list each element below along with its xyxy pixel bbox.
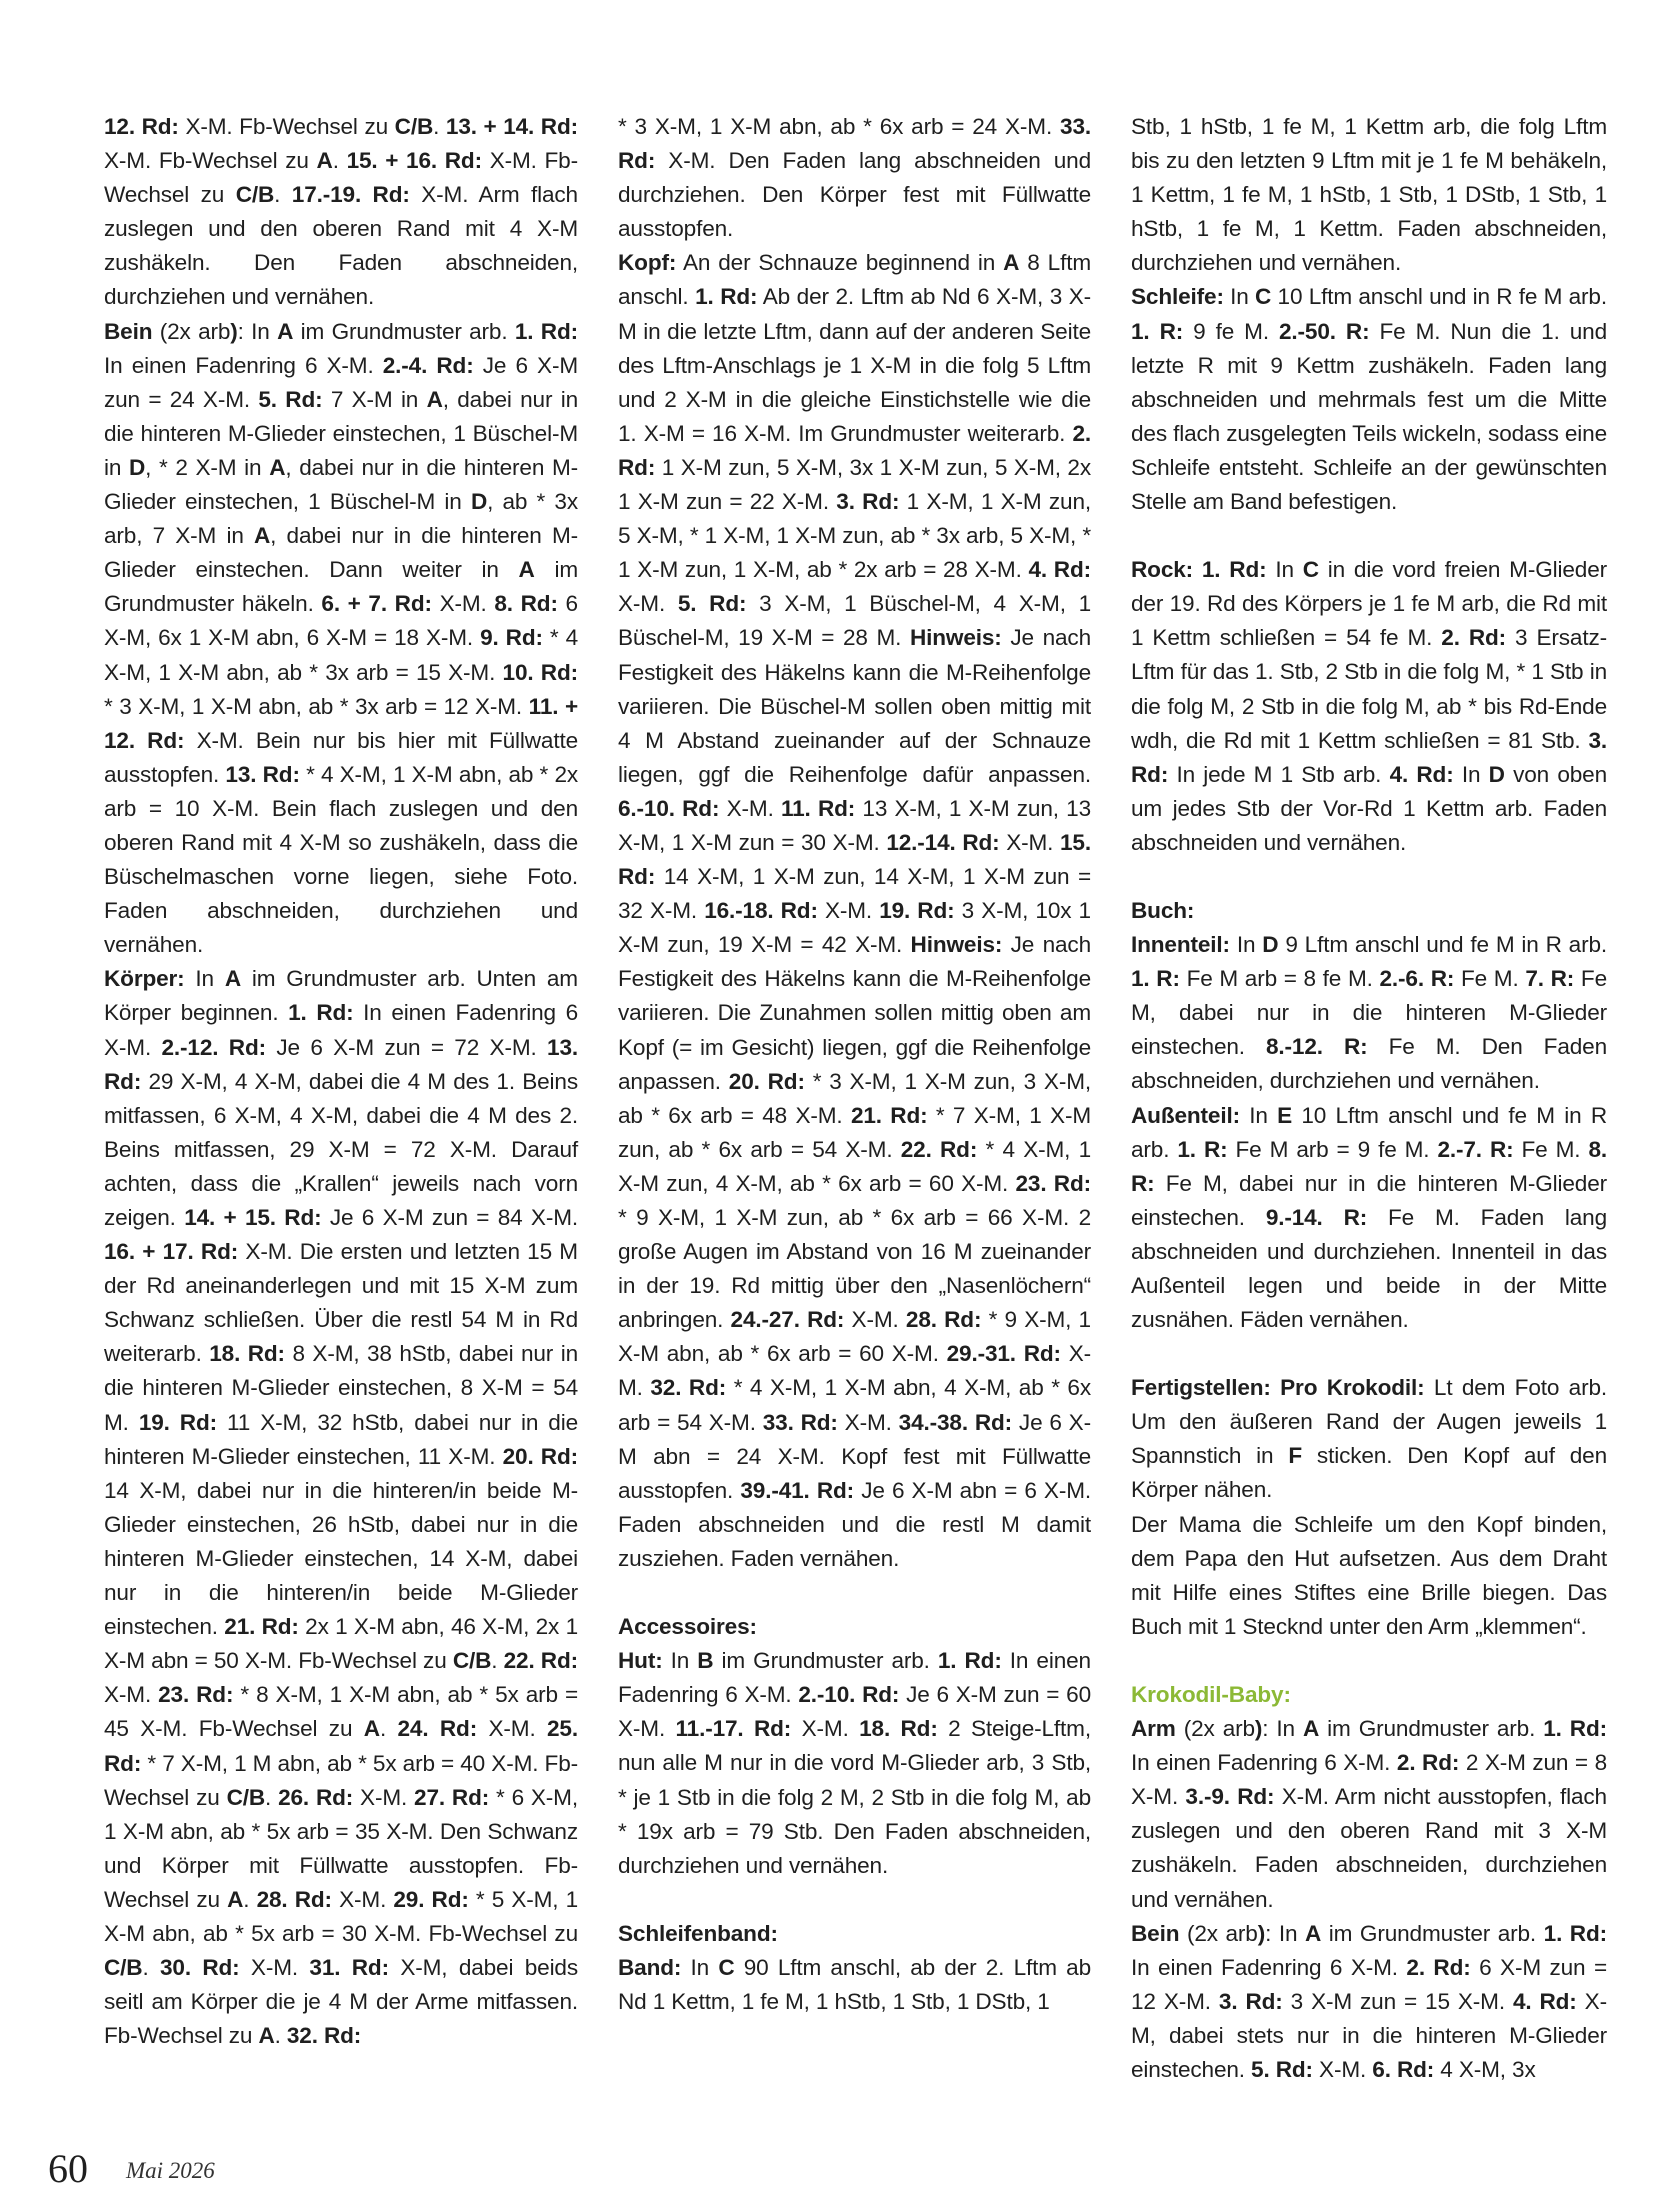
- text-run: 9 fe M.: [1183, 318, 1280, 344]
- bold-term: Körper:: [104, 966, 185, 992]
- text-run: .: [491, 1648, 504, 1674]
- bold-term: A: [277, 318, 294, 344]
- bold-term: 1. Rd:: [1543, 1920, 1607, 1946]
- bold-term: 2.-6. R:: [1379, 966, 1455, 992]
- text-run: Je nach Festigkeit des Häkelns kann die M-Reihenfolge variieren. Die Büschel-M sollen oben mittig mit 4 M Abstand zueinander auf der Schnauze liegen, ggf die Reihenfolge dafür anpassen.: [618, 625, 1091, 787]
- bold-term: F: [1288, 1443, 1303, 1469]
- text-run: 2 Steige-Lftm, nun alle M nur in die vord M-Glieder arb, 3 Stb, * je 1 Stb in die folg 2 M, 2 Stb in die folg M, ab * 19x arb = 79 Stb. Den Faden abschneiden, durchziehen und vernähen.: [618, 1716, 1091, 1878]
- text-column-right: [1131, 110, 1607, 2087]
- bold-term: 2. Rd:: [1406, 1954, 1471, 1980]
- paragraph: [1131, 280, 1607, 519]
- bold-term: 5. Rd:: [677, 591, 747, 617]
- text-run: 13 X-M, 1 X-M zun, 13 X-M, 1 X-M zun = 30 X-M.: [618, 795, 1091, 855]
- bold-term: 6. Rd:: [1372, 2056, 1435, 2082]
- bold-term: 2.-7. R:: [1437, 1136, 1514, 1162]
- bold-term: 4. Rd:: [1512, 1988, 1577, 2014]
- bold-term: 24.-27. Rd:: [730, 1307, 845, 1333]
- bold-term: 28. Rd:: [256, 1886, 332, 1912]
- bold-term: 4. Rd:: [1389, 761, 1454, 787]
- text-run: : In: [1265, 1920, 1305, 1946]
- text-run: 10 Lftm anschl und in R fe M arb.: [1271, 284, 1607, 310]
- bold-term: ): [230, 318, 238, 344]
- text-run: Fe M. Den Faden abschneiden, durchziehen und vernähen.: [1131, 1034, 1607, 1094]
- bold-term: 13. Rd:: [225, 761, 300, 787]
- bold-term: Arm: [1131, 1716, 1176, 1742]
- page-number: 60: [48, 2146, 88, 2191]
- text-column-left: [104, 110, 578, 2053]
- text-run: X-M.: [618, 591, 678, 617]
- text-run: , * 2 X-M in: [145, 454, 270, 480]
- bold-term: 19. Rd:: [879, 898, 955, 924]
- paragraph: [1131, 1508, 1607, 1644]
- bold-term: 16. + 17. Rd:: [104, 1239, 239, 1265]
- text-run: im Grundmuster arb.: [1319, 1716, 1544, 1742]
- text-run: X-M.: [431, 591, 495, 617]
- section-gap: [1131, 1337, 1607, 1371]
- bold-term: C: [1255, 284, 1272, 310]
- text-run: Je nach Festigkeit des Häkelns kann die M-Reihenfolge variieren. Die Zunahmen sollen mittig oben am Kopf (= im Gesicht) liegen, ggf die Reihenfolge anpassen.: [618, 932, 1091, 1094]
- text-run: .: [379, 1716, 398, 1742]
- bold-term: 28. Rd:: [905, 1307, 982, 1333]
- text-run: In: [1266, 557, 1303, 583]
- section-heading-green: Krokodil-Baby:: [1131, 1681, 1291, 1707]
- text-run: Je 6 X-M zun = 24 X-M.: [104, 352, 578, 412]
- bold-term: 29.-31. Rd:: [946, 1341, 1061, 1367]
- bold-term: 2.-10. Rd:: [798, 1682, 900, 1708]
- text-run: Fe M. Faden lang abschneiden und durchziehen. Innenteil in das Außenteil legen und beide in der Mitte zusnähen. Fäden vernähen.: [1131, 1204, 1607, 1333]
- text-run: X-M.: [999, 829, 1061, 855]
- text-run: Je 6 X-M abn = 24 X-M. Kopf fest mit Füllwatte ausstopfen.: [618, 1409, 1091, 1503]
- bold-term: 4. Rd:: [1028, 557, 1091, 583]
- text-run: X-M.: [844, 1307, 906, 1333]
- bold-term: 1. R:: [1131, 966, 1180, 992]
- section-gap: [618, 1576, 1091, 1610]
- bold-term: Hut:: [618, 1648, 663, 1674]
- text-run: X-M, dabei beids seitl am Körper die je 4 M der Arme mitfassen. Fb-Wechsel zu: [104, 1955, 578, 2049]
- bold-term: 2. Rd:: [1441, 625, 1507, 651]
- bold-term: A: [518, 557, 535, 583]
- text-run: An der Schnauze beginnend in: [676, 250, 1004, 276]
- bold-term: D: [1488, 761, 1505, 787]
- text-run: X-M.: [104, 1682, 159, 1708]
- text-run: .: [243, 1886, 257, 1912]
- text-run: X-M. Arm flach zuslegen und den oberen Rand mit 4 X-M zushäkeln. Den Faden abschneiden, durchziehen und vernähen.: [104, 182, 578, 310]
- bold-term: C: [718, 1954, 735, 1980]
- bold-term: 39.-41. Rd:: [740, 1477, 855, 1503]
- text-run: * 7 X-M, 1 M abn, ab * 5x arb = 40 X-M. Fb-Wechsel zu: [104, 1750, 578, 1810]
- text-run: X-M.: [719, 795, 781, 821]
- text-run: X-M. Fb-Wechsel zu: [104, 148, 317, 174]
- bold-term: A: [1003, 250, 1020, 276]
- text-run: 2x 1 X-M abn, 46 X-M, 2x 1 X-M abn = 50 X-M. Fb-Wechsel zu: [104, 1614, 578, 1674]
- bold-term: 1. Rd:: [937, 1648, 1002, 1674]
- bold-term: A: [1305, 1920, 1322, 1946]
- bold-term: 2. Rd:: [1396, 1750, 1460, 1776]
- bold-term: C/B: [394, 114, 434, 139]
- text-run: : In: [1262, 1716, 1303, 1742]
- bold-term: 24. Rd:: [397, 1716, 478, 1742]
- bold-term: 1. Rd:: [288, 1000, 354, 1026]
- bold-term: C/B: [235, 182, 275, 208]
- bold-term: 9. Rd:: [480, 625, 543, 651]
- bold-term: 8. R:: [1131, 1136, 1607, 1196]
- bold-term: Hinweis:: [909, 625, 1002, 651]
- bold-term: D: [470, 489, 488, 515]
- bold-term: Kopf:: [618, 250, 677, 276]
- bold-term: 15. + 16. Rd:: [346, 148, 482, 174]
- text-run: 8 Lftm anschl.: [618, 250, 1091, 310]
- text-run: * 4 X-M, 1 X-M abn, 4 X-M, ab * 6x arb = 54 X-M.: [618, 1375, 1091, 1435]
- bold-term: 7. R:: [1525, 966, 1575, 992]
- bold-term: 34.-38. Rd:: [898, 1409, 1013, 1435]
- text-run: * 7 X-M, 1 X-M zun, ab * 6x arb = 54 X-M.: [618, 1102, 1091, 1162]
- bold-term: D: [129, 454, 146, 480]
- bold-term: 15. Rd:: [618, 829, 1091, 890]
- text-run: , dabei nur in die hinteren M-Glieder einstechen. Dann weiter in: [104, 523, 579, 583]
- bold-term: 33. Rd:: [618, 114, 1091, 174]
- text-run: 1 X-M zun, 5 X-M, 3x 1 X-M zun, 5 X-M, 2x 1 X-M zun = 22 X-M.: [618, 454, 1091, 515]
- text-run: X-M.: [331, 1886, 394, 1912]
- bold-term: 14. + 15. Rd:: [184, 1205, 322, 1230]
- bold-term: A: [227, 1886, 244, 1912]
- text-run: .: [265, 1784, 279, 1810]
- text-run: Der Mama die Schleife um den Kopf binden, dem Papa den Hut aufsetzen. Aus dem Draht mit Hilfe eines Stiftes eine Brille biegen. Das Buch mit 1 Stecknd unter den Arm „klemmen“.: [1131, 1511, 1607, 1639]
- bold-term: 32. Rd:: [286, 2023, 362, 2049]
- bold-term: 13. + 14. Rd:: [445, 114, 578, 139]
- bold-term: 2. Rd:: [618, 420, 1091, 480]
- text-run: In: [184, 966, 225, 992]
- text-run: im Grundmuster arb.: [293, 318, 515, 344]
- bold-term: D: [1262, 932, 1279, 958]
- text-run: X-M. Die ersten und letzten 15 M der Rd aneinanderlegen und mit 15 X-M zum Schwanz schließen. Über die restl 54 M in Rd weiterarb.: [104, 1239, 578, 1367]
- text-run: X-M.: [791, 1716, 860, 1742]
- bold-term: 13. Rd:: [104, 1034, 578, 1094]
- text-run: In einen Fadenring 6 X-M.: [618, 1648, 1091, 1708]
- text-run: * 4 X-M, 1 X-M zun, 4 X-M, ab * 6x arb = 60 X-M.: [618, 1136, 1092, 1196]
- bold-term: C: [1302, 557, 1319, 583]
- bold-term: 20. Rd:: [502, 1443, 578, 1469]
- text-run: 90 Lftm anschl, ab der 2. Lftm ab Nd 1 Kettm, 1 fe M, 1 hStb, 1 Stb, 1 DStb, 1: [618, 1954, 1091, 2014]
- text-run: In einen Fadenring 6 X-M.: [1131, 1750, 1397, 1776]
- text-run: * 4 X-M, 1 X-M abn, ab * 3x arb = 15 X-M.: [104, 625, 578, 685]
- section-gap: [1131, 519, 1607, 553]
- text-run: In einen Fadenring 6 X-M.: [1131, 1954, 1407, 1980]
- text-run: [1193, 557, 1202, 582]
- bold-term: 9.-14. R:: [1265, 1204, 1368, 1230]
- text-run: Fe M arb = 9 fe M.: [1227, 1136, 1438, 1162]
- text-run: Je 6 X-M zun = 84 X-M.: [321, 1205, 578, 1230]
- paragraph: [104, 315, 578, 963]
- text-run: In: [681, 1954, 719, 1980]
- text-run: * 5 X-M, 1 X-M abn, ab * 5x arb = 30 X-M. Fb-Wechsel zu: [104, 1886, 579, 1946]
- bold-term: 1. Rd:: [1543, 1716, 1607, 1742]
- text-run: , ab * 3x arb, 7 X-M in: [104, 489, 578, 549]
- text-run: X-M.: [239, 1955, 310, 1981]
- text-run: * 6 X-M, 1 X-M abn, ab * 5x arb = 35 X-M. Den Schwanz und Körper mit Füllwatte ausstopfen. Fb-Wechsel zu: [104, 1784, 578, 1912]
- bold-term: Fertigstellen: Pro Krokodil:: [1131, 1375, 1425, 1401]
- text-run: .: [274, 182, 292, 208]
- bold-term: E: [1277, 1102, 1293, 1128]
- text-run: X-M.: [618, 1341, 1091, 1401]
- paragraph: [618, 1917, 1091, 1951]
- text-run: : In: [237, 318, 278, 344]
- bold-term: 22. Rd:: [503, 1648, 578, 1674]
- bold-term: 3.-9. Rd:: [1185, 1784, 1275, 1810]
- text-run: Fe M arb = 8 fe M.: [1179, 966, 1380, 992]
- paragraph: [618, 110, 1091, 246]
- bold-term: Bein: [1131, 1920, 1180, 1946]
- paragraph: [1131, 1712, 1607, 1917]
- text-run: X-M. Bein nur bis hier mit Füllwatte ausstopfen.: [104, 727, 579, 787]
- text-run: In: [1229, 932, 1263, 958]
- text-run: X-M.: [477, 1716, 548, 1742]
- text-run: , dabei nur in die hinteren M-Glieder einstechen, 1 Büschel-M in: [104, 386, 578, 480]
- text-run: 4 X-M, 3x: [1434, 2056, 1536, 2082]
- bold-term: 10. Rd:: [502, 659, 578, 685]
- text-run: * 9 X-M, 1 X-M abn, ab * 6x arb = 60 X-M.: [618, 1307, 1091, 1367]
- paragraph: [104, 962, 578, 2053]
- text-run: Ab der 2. Lftm ab Nd 6 X-M, 3 X-M in die letzte Lftm, dann auf der anderen Seite des Lftm-Anschlags je 1 X-M in die folg 5 Lftm und 2 X-M in die gleiche Einstichstelle wie die 1. X-M = 16 X-M. Im Grundmuster weiterarb.: [618, 284, 1091, 446]
- bold-term: 21. Rd:: [224, 1614, 299, 1640]
- bold-term: 3. Rd:: [1131, 727, 1607, 787]
- bold-term: 2.-50. R:: [1279, 318, 1370, 344]
- bold-term: 8.-12. R:: [1266, 1034, 1368, 1060]
- bold-term: Außenteil:: [1131, 1102, 1240, 1128]
- text-run: 3 X-M, 10x 1 X-M zun, 19 X-M = 42 X-M.: [618, 898, 1091, 958]
- bold-term: 25. Rd:: [104, 1716, 578, 1776]
- bold-term: 5. Rd:: [258, 386, 323, 412]
- bold-term: 1. Rd:: [695, 284, 758, 310]
- section-gap: [1131, 860, 1607, 894]
- text-run: in die vord freien M-Glieder der 19. Rd des Körpers je 1 fe M arb, die Rd mit 1 Kettm schließen = 54 fe M.: [1131, 557, 1607, 651]
- text-run: Fe M. Nun die 1. und letzte R mit 9 Kettm zushäkeln. Faden lang abschneiden und mehrmals fest um die Mitte des flach zusgelegten Teils wickeln, sodass eine Schleife entsteht. Schleife an der gewünschten Stelle am Band befestigen.: [1131, 318, 1608, 515]
- text-run: , dabei nur in die hinteren M-Glieder einstechen, 1 Büschel-M in: [104, 454, 578, 515]
- bold-term: 26. Rd:: [278, 1784, 354, 1810]
- text-run: * 3 X-M, 1 X-M abn, ab * 6x arb = 24 X-M.: [618, 114, 1061, 139]
- text-run: (2x arb: [1175, 1716, 1255, 1742]
- text-run: Lt dem Foto arb. Um den äußeren Rand der Augen jeweils 1 Spannstich in: [1131, 1375, 1607, 1469]
- bold-term: 33. Rd:: [762, 1409, 838, 1435]
- bold-term: Innenteil:: [1131, 932, 1230, 958]
- text-run: im Grundmuster arb.: [1321, 1920, 1544, 1946]
- bold-term: 31. Rd:: [309, 1955, 389, 1981]
- text-run: 2 X-M zun = 8 X-M.: [1131, 1750, 1607, 1810]
- text-run: 14 X-M, 1 X-M zun, 14 X-M, 1 X-M zun = 32 X-M.: [618, 864, 1091, 924]
- text-run: 11 X-M, 32 hStb, dabei nur in die hinteren M-Glieder einstechen, 11 X-M.: [104, 1409, 579, 1469]
- bold-term: 2.-4. Rd:: [382, 352, 474, 378]
- bold-term: Hinweis:: [910, 932, 1003, 958]
- bold-term: A: [258, 2023, 275, 2049]
- paragraph: [618, 246, 1091, 1576]
- paragraph: [1131, 928, 1607, 1098]
- bold-term: 2.-12. Rd:: [161, 1034, 266, 1060]
- text-run: * 9 X-M, 1 X-M zun, ab * 6x arb = 66 X-M. 2 große Augen im Abstand von 16 M zueinander in der 19. Rd mittig über den „Nasenlöchern“ anbringen.: [618, 1205, 1091, 1333]
- bold-term: C/B: [452, 1648, 492, 1674]
- section-gap: [1131, 1644, 1607, 1678]
- bold-term: 11.-17. Rd:: [675, 1716, 792, 1742]
- section-heading: Accessoires:: [618, 1614, 757, 1640]
- text-run: * 4 X-M, 1 X-M abn, ab * 2x arb = 10 X-M. Bein flach zuslegen und den oberen Rand mit 4 X-M so zushäkeln, dass die Büschelmaschen vorne liegen, siehe Foto. Faden abschneiden, durchziehen und vernähen.: [104, 761, 579, 958]
- text-run: * 8 X-M, 1 X-M abn, ab * 5x arb = 45 X-M. Fb-Wechsel zu: [104, 1682, 578, 1742]
- bold-term: 18. Rd:: [859, 1716, 938, 1742]
- bold-term: 11. + 12. Rd:: [104, 693, 578, 753]
- bold-term: 1. Rd:: [514, 318, 578, 344]
- text-run: X-M. Den Faden lang abschneiden und durchziehen. Den Körper fest mit Füllwatte ausstopfen.: [618, 148, 1091, 242]
- bold-term: B: [697, 1648, 714, 1674]
- text-run: im Grundmuster arb.: [713, 1648, 938, 1674]
- bold-term: Schleife:: [1131, 284, 1224, 310]
- bold-term: 29. Rd:: [393, 1886, 469, 1912]
- bold-term: 8. Rd:: [494, 591, 558, 617]
- bold-term: 17.-19. Rd:: [291, 182, 410, 208]
- text-run: .: [433, 114, 446, 139]
- text-run: 3 X-M, 1 Büschel-M, 4 X-M, 1 Büschel-M, 19 X-M = 28 M.: [618, 591, 1091, 651]
- text-run: X-M, dabei stets nur in die hinteren M-Glieder einstechen.: [1131, 1988, 1607, 2082]
- paragraph: [1131, 1917, 1607, 2087]
- text-run: In: [1239, 1102, 1278, 1128]
- paragraph: [1131, 1099, 1607, 1338]
- bold-term: 11. Rd:: [780, 795, 856, 821]
- text-run: 29 X-M, 4 X-M, dabei die 4 M des 1. Beins mitfassen, 6 X-M, 4 X-M, dabei die 4 M des 2. Beins mitfassen, 29 X-M = 72 X-M. Darauf achten, dass die „Krallen“ jeweils nach vorn zeigen.: [104, 1068, 578, 1230]
- text-run: X-M. Arm nicht ausstopfen, flach zuslegen und den oberen Rand mit 3 X-M zushäkeln. Faden abschneiden, durchziehen und vernähen.: [1131, 1784, 1607, 1912]
- section-heading: Schleifenband:: [618, 1920, 778, 1946]
- bold-term: 23. Rd:: [1015, 1170, 1092, 1196]
- text-run: 7 X-M in: [322, 386, 427, 412]
- bold-term: 20. Rd:: [728, 1068, 805, 1094]
- bold-term: ): [1254, 1716, 1263, 1742]
- bold-term: 30. Rd:: [159, 1955, 240, 1981]
- text-run: Stb, 1 hStb, 1 fe M, 1 Kettm arb, die folg Lftm bis zu den letzten 9 Lftm mit je 1 fe M behäkeln, 1 Kettm, 1 fe M, 1 hStb, 1 Stb, 1 DStb, 1 Stb, 1 hStb, 1 fe M, 1 Kettm. Faden abschneiden, durchziehen und vernähen.: [1131, 114, 1607, 276]
- text-run: 3 X-M zun = 15 X-M.: [1282, 1988, 1513, 2014]
- bold-term: 3. Rd:: [1218, 1988, 1283, 2014]
- text-run: X-M.: [837, 1409, 899, 1435]
- bold-term: 5. Rd:: [1251, 2056, 1313, 2082]
- text-run: In: [662, 1648, 698, 1674]
- text-run: .: [274, 2023, 287, 2049]
- paragraph: [1131, 553, 1607, 860]
- text-run: 10 Lftm anschl und fe M in R arb.: [1131, 1102, 1607, 1162]
- text-run: 1 X-M, 1 X-M zun, 5 X-M, * 1 X-M, 1 X-M zun, ab * 3x arb, 5 X-M, * 1 X-M zun, 1 X-M, ab * 2x arb = 28 X-M.: [618, 489, 1091, 583]
- text-run: im Grundmuster arb. Unten am Körper beginnen.: [104, 966, 578, 1026]
- text-run: In einen Fadenring 6 X-M.: [104, 1000, 578, 1060]
- bold-term: ): [1257, 1920, 1266, 1946]
- text-run: X-M.: [353, 1784, 415, 1810]
- bold-term: 16.-18. Rd:: [704, 898, 818, 924]
- section-gap: [618, 1883, 1091, 1917]
- bold-term: A: [426, 386, 443, 412]
- bold-term: A: [363, 1716, 380, 1742]
- bold-term: 12. Rd:: [104, 114, 179, 139]
- paragraph: [1131, 110, 1607, 280]
- paragraph: [1131, 1371, 1607, 1507]
- text-run: (2x arb: [1179, 1920, 1258, 1946]
- paragraph: [104, 110, 578, 315]
- text-run: 14 X-M, dabei nur in die hinteren/in beide M-Glieder einstechen, 26 hStb, dabei nur in die hinteren M-Glieder einstechen, 14 X-M, dabei nur in die hinteren/in beide M-Glieder einstechen.: [104, 1477, 578, 1640]
- text-run: Fe M, dabei nur in die hinteren M-Glieder einstechen.: [1131, 1170, 1607, 1230]
- bold-term: A: [1302, 1716, 1320, 1742]
- bold-term: 23. Rd:: [158, 1682, 234, 1708]
- paragraph: [1131, 894, 1607, 928]
- text-run: In: [1223, 284, 1256, 310]
- bold-term: 12.-14. Rd:: [886, 829, 1000, 855]
- bold-term: Bein: [104, 318, 153, 344]
- bold-term: Band:: [618, 1954, 682, 1980]
- paragraph: [1131, 1678, 1607, 1712]
- bold-term: 27. Rd:: [414, 1784, 490, 1810]
- text-run: X-M.: [817, 898, 880, 924]
- bold-term: 3. Rd:: [836, 489, 900, 515]
- bold-term: C/B: [104, 1955, 143, 1981]
- bold-term: 1. R:: [1177, 1136, 1228, 1162]
- text-run: Fe M.: [1454, 966, 1526, 992]
- text-run: X-M.: [1312, 2056, 1373, 2082]
- text-run: 9 Lftm anschl und fe M in R arb.: [1278, 932, 1607, 958]
- text-run: In jede M 1 Stb arb.: [1168, 761, 1390, 787]
- bold-term: 6.-10. Rd:: [618, 795, 720, 821]
- bold-term: C/B: [226, 1784, 266, 1810]
- issue-date: Mai 2026: [126, 2158, 215, 2183]
- text-run: * 3 X-M, 1 X-M zun, 3 X-M, ab * 6x arb = 48 X-M.: [618, 1068, 1091, 1128]
- bold-term: 32. Rd:: [650, 1375, 727, 1401]
- bold-term: 6. + 7. Rd:: [321, 591, 432, 617]
- text-run: In: [1453, 761, 1489, 787]
- text-run: (2x arb: [152, 318, 231, 344]
- bold-term: A: [254, 523, 271, 549]
- text-run: Je 6 X-M zun = 72 X-M.: [265, 1034, 548, 1060]
- bold-term: Rock:: [1131, 557, 1194, 583]
- paragraph: [618, 1951, 1091, 2019]
- text-run: 6 X-M zun = 12 X-M.: [1131, 1954, 1607, 2014]
- bold-term: 18. Rd:: [209, 1341, 285, 1367]
- text-run: sticken. Den Kopf auf den Körper nähen.: [1131, 1443, 1607, 1503]
- text-run: Je 6 X-M zun = 60 X-M.: [618, 1682, 1091, 1742]
- bold-term: 21. Rd:: [850, 1102, 928, 1128]
- text-run: von oben um jedes Stb der Vor-Rd 1 Kettm arb. Faden abschneiden und vernähen.: [1131, 761, 1607, 855]
- text-run: 6 X-M, 6x 1 X-M abn, 6 X-M = 18 X-M.: [104, 591, 578, 651]
- text-run: X-M. Fb-Wechsel zu: [104, 148, 578, 208]
- text-run: 3 Ersatz-Lftm für das 1. Stb, 2 Stb in die folg M, * 1 Stb in die folg M, 2 Stb in die folg M, ab * bis Rd-Ende wdh, die Rd mit 1 Kettm schließen = 81 Stb.: [1131, 625, 1607, 753]
- text-run: Fe M.: [1513, 1136, 1589, 1162]
- text-run: im Grundmuster häkeln.: [104, 557, 578, 617]
- text-run: 8 X-M, 38 hStb, dabei nur in die hinteren M-Glieder einstechen, 8 X-M = 54 M.: [104, 1341, 578, 1435]
- bold-term: A: [269, 454, 286, 480]
- text-run: In einen Fadenring 6 X-M.: [104, 352, 383, 378]
- text-run: * 3 X-M, 1 X-M abn, ab * 3x arb = 12 X-M.: [104, 693, 529, 719]
- bold-term: 1. Rd:: [1201, 557, 1267, 583]
- bold-term: A: [224, 966, 241, 992]
- text-column-middle: [618, 110, 1091, 2019]
- text-run: .: [332, 148, 347, 174]
- text-run: Je 6 X-M abn = 6 X-M. Faden abschneiden und die restl M damit zusziehen. Faden vernähen.: [618, 1477, 1092, 1571]
- text-run: Fe M, dabei nur in die hinteren M-Glieder einstechen.: [1131, 966, 1607, 1060]
- bold-term: 22. Rd:: [900, 1136, 978, 1162]
- paragraph: [618, 1610, 1091, 1644]
- section-heading: Buch:: [1131, 897, 1195, 923]
- bold-term: A: [316, 148, 333, 174]
- text-run: .: [142, 1955, 160, 1981]
- paragraph: [618, 1644, 1091, 1883]
- text-run: X-M. Fb-Wechsel zu: [178, 114, 395, 139]
- bold-term: 1. R:: [1131, 318, 1184, 344]
- bold-term: 19. Rd:: [138, 1409, 218, 1435]
